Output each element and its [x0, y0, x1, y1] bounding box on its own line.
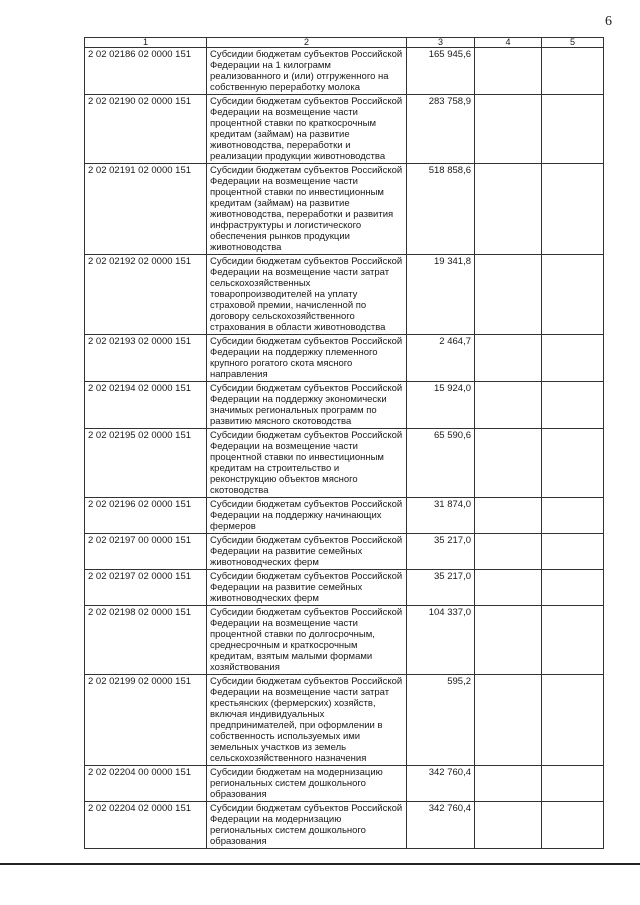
budget-code-cell: 2 02 02195 02 0000 151: [85, 429, 207, 498]
column-4-cell: [475, 570, 542, 606]
amount-cell: 104 337,0: [407, 606, 475, 675]
description-cell: Субсидии бюджетам субъектов Российской Федерации на модернизацию региональных систем дошкольного образования: [207, 802, 407, 849]
column-5-cell: [542, 382, 604, 429]
column-4-cell: [475, 164, 542, 255]
budget-code-cell: 2 02 02193 02 0000 151: [85, 335, 207, 382]
column-4-cell: [475, 675, 542, 766]
description-cell: Субсидии бюджетам субъектов Российской Федерации на возмещение части процентной ставки по краткосрочным кредитам (займам) на развитие животноводства, переработки и реализации продукции животноводства: [207, 95, 407, 164]
column-5-cell: [542, 570, 604, 606]
column-5-cell: [542, 335, 604, 382]
table-row: [85, 675, 604, 766]
table-row: [85, 766, 604, 802]
description-cell: Субсидии бюджетам субъектов Российской Федерации на 1 килограмм реализованного и (или) отгруженного на собственную переработку молока: [207, 48, 407, 95]
table-row: [85, 95, 604, 164]
column-5-cell: [542, 255, 604, 335]
column-header-2: 2: [207, 38, 407, 48]
amount-cell: 518 858,6: [407, 164, 475, 255]
description-cell: Субсидии бюджетам субъектов Российской Федерации на поддержку племенного крупного рогатого скота мясного направления: [207, 335, 407, 382]
column-4-cell: [475, 802, 542, 849]
budget-code-cell: 2 02 02198 02 0000 151: [85, 606, 207, 675]
column-header-3: 3: [407, 38, 475, 48]
budget-code-cell: 2 02 02204 00 0000 151: [85, 766, 207, 802]
table-row: [85, 498, 604, 534]
description-cell: Субсидии бюджетам субъектов Российской Федерации на возмещение части процентной ставки по инвестиционным кредитам (займам) на развитие животноводства, переработки и развития инфраструктуры и логистического обеспечения рынков продукции животноводства: [207, 164, 407, 255]
column-5-cell: [542, 802, 604, 849]
description-cell: Субсидии бюджетам субъектов Российской Федерации на возмещение части затрат крестьянских (фермерских) хозяйств, включая индивидуальных предпринимателей, при оформлении в собственность используемых ими земельных участков из земель сельскохозяйственного назначения: [207, 675, 407, 766]
footer-rule: [0, 863, 640, 865]
amount-cell: 31 874,0: [407, 498, 475, 534]
amount-cell: 165 945,6: [407, 48, 475, 95]
column-header-5: 5: [542, 38, 604, 48]
amount-cell: 35 217,0: [407, 570, 475, 606]
column-5-cell: [542, 766, 604, 802]
column-5-cell: [542, 429, 604, 498]
column-5-cell: [542, 606, 604, 675]
column-5-cell: [542, 675, 604, 766]
table-row: [85, 335, 604, 382]
description-cell: Субсидии бюджетам субъектов Российской Федерации на развитие семейных животноводческих ферм: [207, 570, 407, 606]
table-body: [85, 48, 604, 849]
budget-code-cell: 2 02 02199 02 0000 151: [85, 675, 207, 766]
amount-cell: 595,2: [407, 675, 475, 766]
table-row: [85, 570, 604, 606]
amount-cell: 2 464,7: [407, 335, 475, 382]
table-row: [85, 606, 604, 675]
amount-cell: 65 590,6: [407, 429, 475, 498]
column-header-4: 4: [475, 38, 542, 48]
amount-cell: 342 760,4: [407, 802, 475, 849]
table-row: [85, 255, 604, 335]
budget-code-cell: 2 02 02196 02 0000 151: [85, 498, 207, 534]
column-4-cell: [475, 255, 542, 335]
description-cell: Субсидии бюджетам на модернизацию региональных систем дошкольного образования: [207, 766, 407, 802]
column-4-cell: [475, 606, 542, 675]
description-cell: Субсидии бюджетам субъектов Российской Федерации на возмещение части процентной ставки по долгосрочным, среднесрочным и краткосрочным кредитам, взятым малыми формами хозяйствования: [207, 606, 407, 675]
table-row: [85, 382, 604, 429]
amount-cell: 35 217,0: [407, 534, 475, 570]
table-row: [85, 164, 604, 255]
page-number: 6: [605, 14, 612, 29]
column-5-cell: [542, 534, 604, 570]
budget-code-cell: 2 02 02197 02 0000 151: [85, 570, 207, 606]
budget-code-cell: 2 02 02204 02 0000 151: [85, 802, 207, 849]
table-row: [85, 802, 604, 849]
budget-code-cell: 2 02 02186 02 0000 151: [85, 48, 207, 95]
column-5-cell: [542, 498, 604, 534]
column-5-cell: [542, 164, 604, 255]
description-cell: Субсидии бюджетам субъектов Российской Федерации на возмещение части затрат сельскохозяйственных товаропроизводителей на уплату страховой премии, начисленной по договору сельскохозяйственного страхования в области животноводства: [207, 255, 407, 335]
budget-code-cell: 2 02 02192 02 0000 151: [85, 255, 207, 335]
column-4-cell: [475, 48, 542, 95]
budget-code-cell: 2 02 02197 00 0000 151: [85, 534, 207, 570]
budget-table: [84, 37, 604, 849]
column-5-cell: [542, 48, 604, 95]
description-cell: Субсидии бюджетам субъектов Российской Федерации на поддержку начинающих фермеров: [207, 498, 407, 534]
header-row: [85, 38, 604, 48]
column-4-cell: [475, 95, 542, 164]
budget-code-cell: 2 02 02191 02 0000 151: [85, 164, 207, 255]
table-header: [85, 38, 604, 48]
amount-cell: 283 758,9: [407, 95, 475, 164]
table-row: [85, 429, 604, 498]
column-4-cell: [475, 534, 542, 570]
amount-cell: 19 341,8: [407, 255, 475, 335]
column-4-cell: [475, 498, 542, 534]
description-cell: Субсидии бюджетам субъектов Российской Федерации на возмещение части процентной ставки по инвестиционным кредитам на строительство и реконструкцию объектов мясного скотоводства: [207, 429, 407, 498]
column-5-cell: [542, 95, 604, 164]
column-header-1: 1: [85, 38, 207, 48]
description-cell: Субсидии бюджетам субъектов Российской Федерации на поддержку экономически значимых региональных программ по развитию мясного скотоводства: [207, 382, 407, 429]
table-row: [85, 48, 604, 95]
budget-code-cell: 2 02 02190 02 0000 151: [85, 95, 207, 164]
column-4-cell: [475, 382, 542, 429]
amount-cell: 342 760,4: [407, 766, 475, 802]
column-4-cell: [475, 335, 542, 382]
budget-code-cell: 2 02 02194 02 0000 151: [85, 382, 207, 429]
column-4-cell: [475, 766, 542, 802]
column-4-cell: [475, 429, 542, 498]
amount-cell: 15 924,0: [407, 382, 475, 429]
table-row: [85, 534, 604, 570]
description-cell: Субсидии бюджетам субъектов Российской Федерации на развитие семейных животноводческих ферм: [207, 534, 407, 570]
